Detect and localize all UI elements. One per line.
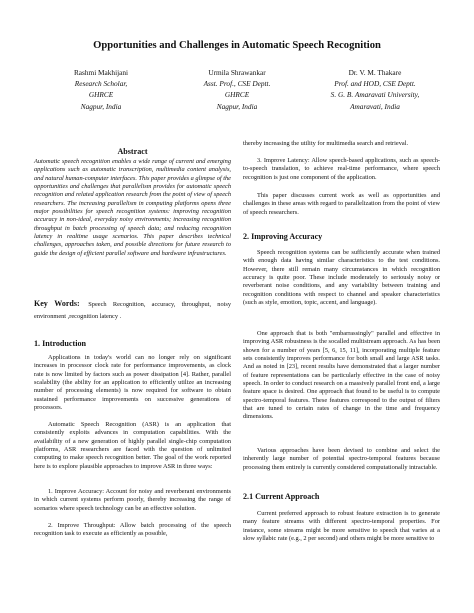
section-2-paragraph-2: One approach that is both "embarrassingly" parallel and effective in improving ASR robustness is the socalled multistream approach. As has been shown for a number of years [5, 6, 15, 11], incorporating multiple feature sets consistently improves performance for both small and large ASR tasks. And as noted in [23], recent results have demonstrated that a larger number of feature representations can be particularly effective in the case of noisy speech. In order to conduct research on a massively parallel front end, a large feature space is desired. One approach that found to be useful is to compute spectro-temporal features. These features correspond to the output of filters that are tuned to certain rates of change in the time and frequency dimensions. <box>243 330 440 421</box>
author-name: Rashmi Makhijani <box>73 68 129 77</box>
author-place: Nagpur, India <box>216 101 258 111</box>
keywords-label: Key Words: <box>34 299 80 308</box>
right-continuation: thereby increasing the utility for multimedia search and retrieval. <box>243 140 409 147</box>
author-org: S. G. B. Amaravati University, <box>330 90 420 100</box>
author-role: Asst. Prof., CSE Deptt. <box>203 79 271 89</box>
intro-paragraph-1: Applications in today's world can no longer rely on significant increases in processor clock rate for performance improvements, as clock rate is now limited by factors such as power dissipation [4]. Rather, parallel scalability (the ability for an application to efficiently utilize an increasing number of processing elements) is now required for software to obtain sustained performance improvements on successive generations of processors. <box>34 354 231 412</box>
intro-item-2: 2. Improve Throughput: Allow batch processing of the speech recognition task to execute as efficiently as possible, <box>34 522 231 538</box>
section-2-1-heading: 2.1 Current Approach <box>243 492 320 501</box>
intro-paragraph-2: Automatic Speech Recognition (ASR) is an application that consistently exploits advances in computation capabilities. With the availability of a new generation of highly parallel single-chip computation platforms, ASR researchers are faced with the question of unlimited computing to make speech recognition better. The goal of the work reported here is to explore plausible approaches to improve ASR in three ways: <box>34 421 231 470</box>
abstract-heading: Abstract <box>117 147 148 156</box>
intro-heading: 1. Introduction <box>34 339 87 348</box>
section-2-paragraph-3: Various approaches have been devised to combine and select the inherently large number of potential spectro-temporal features because processing them entirely is currently considered computationally intractable. <box>243 447 440 471</box>
section-2-paragraph-1: Speech recognition systems can be sufficiently accurate when trained with enough data having similar characteristics to the test conditions. However, there still remain many circumstances in which recognition accuracy is quite poor. These include moderately to seriously noisy or reverberant noise conditions, and any variability between training and recognition conditions with respect to channel and speaker characteristics (such as style, emotion, topic, accent, and language). <box>243 249 440 307</box>
section-2-1-paragraph-1: Current preferred approach to robust feature extraction is to generate many feature streams with different spectro-temporal properties. For instance, some streams might be more sensitive to speech that varies at a slow syllabic rate (e.g., 2 per second) and others might be more sensitive to <box>243 510 440 543</box>
author-org: GHRCE <box>88 90 114 100</box>
abstract-text: Automatic speech recognition enables a wide range of current and emerging applications such as automatic transcription, multimedia content analysis, and natural human-computer interfaces. This paper provides a glimpse of the opportunities and challenges that parallelism provides for automatic speech recognition and related application research from the point of view of speech researchers. The increasing parallelism in computing platforms opens three major possibilities for speech recognition systems: improving recognition accuracy in non-ideal, everyday noisy environments; increasing recognition throughput in batch processing of speech data; and reducing recognition latency in realtime usage scenarios. This paper describes technical challenges, approaches taken, and possible directions for future research to guide the design of efficient parallel software and hardware infrastructures. <box>34 158 231 257</box>
intro-item-1: 1. Improve Accuracy: Account for noisy and reverberant environments in which current systems perform poorly, thereby increasing the range of scenarios where speech technology can be an effective solution. <box>34 488 231 512</box>
author-name: Urmila Shrawankar <box>208 68 266 77</box>
intro-item-3: 3. Improve Latency: Allow speech-based applications, such as speech-to-speech translation, to achieve real-time performance, where speech recognition is just one component of the application. <box>243 157 440 181</box>
author-org: GHRCE <box>224 90 250 100</box>
summary-paragraph: This paper discusses current work as well as opportunities and challenges in these areas with regard to parallelization from the point of view of speech researchers. <box>243 192 440 216</box>
author-role: Prof. and HOD, CSE Deptt. <box>334 79 416 89</box>
paper-title: Opportunities and Challenges in Automatic Speech Recognition <box>93 40 381 51</box>
author-3 <box>300 67 450 112</box>
author-place: Amaravati, India <box>350 101 400 111</box>
author-2 <box>162 67 312 112</box>
author-name: Dr. V. M. Thakare <box>348 68 402 77</box>
keywords-text: Speech Recognition, accuracy, throughput, noisy environment ,recognition latency . <box>34 301 232 320</box>
author-role: Research Scholar, <box>74 79 128 89</box>
author-1 <box>26 67 176 112</box>
section-2-heading: 2. Improving Accuracy <box>243 232 323 241</box>
author-place: Nagpur, India <box>80 101 122 111</box>
keywords-block <box>34 297 231 321</box>
